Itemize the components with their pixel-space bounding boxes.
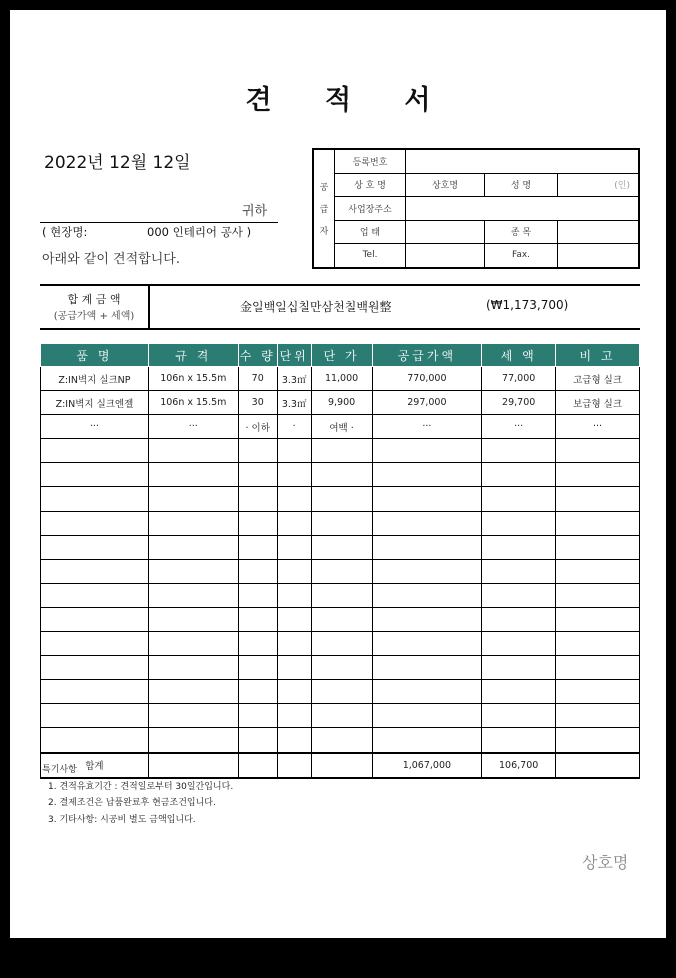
supplier-table	[312, 148, 640, 269]
table-cell[interactable]	[277, 535, 311, 559]
table-cell[interactable]	[556, 487, 640, 511]
column-header: 단 가	[311, 344, 372, 367]
business-item-label: 종 목	[485, 220, 558, 244]
greeting-text: 아래와 같이 견적합니다.	[42, 252, 180, 267]
table-cell[interactable]: ···	[372, 415, 482, 439]
table-cell[interactable]: 3.3㎡	[277, 391, 311, 415]
table-cell[interactable]	[556, 704, 640, 728]
table-cell	[277, 753, 311, 778]
table-cell[interactable]	[311, 728, 372, 753]
table-cell[interactable]	[148, 680, 238, 704]
table-cell[interactable]	[148, 511, 238, 535]
table-cell[interactable]	[277, 559, 311, 583]
table-cell[interactable]	[41, 487, 149, 511]
table-cell[interactable]	[311, 535, 372, 559]
table-cell[interactable]	[41, 463, 149, 487]
table-cell[interactable]	[41, 656, 149, 680]
table-cell[interactable]	[41, 728, 149, 753]
table-cell[interactable]	[238, 680, 277, 704]
empty-row	[41, 535, 640, 559]
table-cell[interactable]	[311, 583, 372, 607]
table-cell[interactable]	[372, 439, 482, 463]
table-cell[interactable]: 여백 ·	[311, 415, 372, 439]
table-cell[interactable]: 770,000	[372, 367, 482, 391]
table-cell[interactable]	[482, 463, 556, 487]
column-header: 비 고	[556, 344, 640, 367]
reg-no-value[interactable]	[406, 149, 640, 173]
table-cell[interactable]	[277, 632, 311, 656]
table-cell[interactable]	[41, 704, 149, 728]
table-cell[interactable]	[41, 535, 149, 559]
table-cell[interactable]	[372, 583, 482, 607]
fax-value[interactable]	[558, 244, 640, 268]
items-table	[40, 343, 640, 779]
column-header: 단위	[277, 344, 311, 367]
amount-in-words: 金일백일십칠만삼천칠백원整	[240, 300, 392, 314]
table-cell[interactable]	[148, 487, 238, 511]
table-cell[interactable]	[277, 463, 311, 487]
table-cell[interactable]	[277, 656, 311, 680]
table-cell[interactable]	[482, 607, 556, 631]
table-cell[interactable]	[148, 728, 238, 753]
tel-value[interactable]	[406, 244, 485, 268]
table-cell[interactable]	[372, 535, 482, 559]
table-cell[interactable]: ···	[148, 415, 238, 439]
table-cell[interactable]	[41, 511, 149, 535]
table-cell[interactable]	[148, 463, 238, 487]
table-cell[interactable]	[311, 680, 372, 704]
table-cell[interactable]	[277, 487, 311, 511]
empty-row	[41, 632, 640, 656]
notes-section	[42, 762, 233, 828]
empty-row	[41, 559, 640, 583]
table-cell[interactable]	[238, 535, 277, 559]
table-cell[interactable]	[482, 535, 556, 559]
document-title: 견 적 서	[245, 85, 453, 116]
total-supply: 1,067,000	[372, 753, 482, 778]
empty-row	[41, 656, 640, 680]
table-cell[interactable]	[311, 511, 372, 535]
table-cell[interactable]	[372, 559, 482, 583]
table-cell[interactable]	[372, 487, 482, 511]
table-cell[interactable]	[372, 680, 482, 704]
table-cell[interactable]	[556, 463, 640, 487]
table-cell[interactable]	[277, 439, 311, 463]
table-cell[interactable]	[556, 632, 640, 656]
table-cell[interactable]: Z:IN벽지 실크엔젤	[41, 391, 149, 415]
column-header: 품 명	[41, 344, 149, 367]
table-cell[interactable]	[482, 680, 556, 704]
table-cell[interactable]: 3.3㎡	[277, 367, 311, 391]
table-cell[interactable]	[277, 511, 311, 535]
table-cell[interactable]	[482, 487, 556, 511]
table-cell[interactable]: 29,700	[482, 391, 556, 415]
table-cell[interactable]	[482, 511, 556, 535]
table-cell[interactable]: ···	[41, 415, 149, 439]
table-cell[interactable]	[311, 463, 372, 487]
table-cell[interactable]	[148, 583, 238, 607]
table-cell[interactable]	[148, 632, 238, 656]
column-header: 수 량	[238, 344, 277, 367]
table-cell[interactable]	[311, 607, 372, 631]
site-value: 000 인테리어 공사 )	[147, 225, 252, 239]
table-cell[interactable]	[372, 463, 482, 487]
table-cell	[238, 753, 277, 778]
table-cell[interactable]	[148, 439, 238, 463]
table-cell[interactable]: 9,900	[311, 391, 372, 415]
empty-row	[41, 728, 640, 753]
table-cell[interactable]	[482, 728, 556, 753]
table-cell[interactable]	[41, 583, 149, 607]
table-cell[interactable]	[311, 559, 372, 583]
table-cell[interactable]	[482, 559, 556, 583]
table-cell[interactable]	[311, 656, 372, 680]
company-value[interactable]: 상호명	[406, 173, 485, 197]
totals-label: 합계	[41, 753, 149, 778]
empty-row	[41, 463, 640, 487]
table-cell[interactable]: 106n x 15.5m	[148, 391, 238, 415]
table-cell[interactable]: 30	[238, 391, 277, 415]
quote-date: 2022년 12월 12일	[44, 153, 191, 173]
table-cell[interactable]: 보급형 실크	[556, 391, 640, 415]
table-cell[interactable]	[372, 728, 482, 753]
note-item: 1. 견적유효기간 : 견적일로부터 30일간입니다.	[48, 781, 234, 792]
total-tax: 106,700	[482, 753, 556, 778]
table-cell	[311, 753, 372, 778]
table-cell[interactable]	[556, 583, 640, 607]
empty-row	[41, 439, 640, 463]
table-cell[interactable]	[556, 607, 640, 631]
table-cell[interactable]	[277, 704, 311, 728]
table-cell[interactable]	[148, 607, 238, 631]
column-header: 공급가액	[372, 344, 482, 367]
table-cell	[556, 753, 640, 778]
table-cell[interactable]	[277, 728, 311, 753]
table-cell[interactable]	[238, 511, 277, 535]
amount-in-numbers: (₩1,173,700)	[486, 298, 569, 312]
table-cell[interactable]	[148, 559, 238, 583]
table-cell[interactable]	[238, 704, 277, 728]
table-cell[interactable]: ···	[482, 415, 556, 439]
table-cell[interactable]	[372, 656, 482, 680]
table-cell[interactable]: Z:IN벽지 실크NP	[41, 367, 149, 391]
business-type-label: 업 태	[335, 220, 406, 244]
reg-no-label: 등록번호	[335, 149, 406, 173]
table-cell[interactable]	[482, 632, 556, 656]
address-label: 사업장주소	[335, 197, 406, 221]
table-header	[41, 344, 640, 367]
notes-title: 특기사항	[42, 765, 77, 775]
table-cell[interactable]: · 이하	[238, 415, 277, 439]
table-cell[interactable]	[148, 704, 238, 728]
honorific: 귀하	[242, 204, 268, 219]
table-cell[interactable]	[372, 704, 482, 728]
table-row	[41, 415, 640, 439]
footer-company-name: 상호명	[582, 853, 629, 872]
business-type-value[interactable]	[406, 220, 485, 244]
table-cell[interactable]	[556, 511, 640, 535]
table-cell[interactable]	[311, 439, 372, 463]
table-cell[interactable]	[556, 559, 640, 583]
seal-mark: (인)	[558, 173, 640, 197]
table-cell[interactable]	[41, 439, 149, 463]
table-cell[interactable]	[372, 607, 482, 631]
table-cell[interactable]	[238, 559, 277, 583]
empty-row	[41, 607, 640, 631]
table-cell[interactable]: ···	[556, 415, 640, 439]
table-cell[interactable]	[238, 583, 277, 607]
site-name	[42, 224, 252, 240]
total-amount-label: 합 계 금 액 (공급가액 + 세액)	[40, 286, 150, 328]
table-cell[interactable]	[311, 487, 372, 511]
table-cell[interactable]	[238, 463, 277, 487]
table-cell[interactable]	[372, 511, 482, 535]
site-label: ( 현장명:	[42, 225, 88, 239]
address-value[interactable]	[406, 197, 640, 221]
table-cell[interactable]	[277, 607, 311, 631]
table-row	[41, 391, 640, 415]
fax-label: Fax.	[485, 244, 558, 268]
rep-label: 성 명	[485, 173, 558, 197]
table-cell[interactable]	[238, 728, 277, 753]
empty-row	[41, 680, 640, 704]
total-amount-box	[40, 284, 640, 330]
table-cell[interactable]	[556, 680, 640, 704]
table-cell[interactable]	[277, 680, 311, 704]
empty-row	[41, 583, 640, 607]
table-cell[interactable]: 11,000	[311, 367, 372, 391]
table-cell[interactable]	[238, 632, 277, 656]
table-cell[interactable]	[41, 607, 149, 631]
divider	[40, 222, 278, 223]
tel-label: Tel.	[335, 244, 406, 268]
column-header: 세 액	[482, 344, 556, 367]
table-cell[interactable]: 70	[238, 367, 277, 391]
table-cell[interactable]	[482, 704, 556, 728]
table-cell[interactable]	[482, 583, 556, 607]
empty-row	[41, 511, 640, 535]
table-cell[interactable]: ·	[277, 415, 311, 439]
table-cell[interactable]	[311, 704, 372, 728]
table-cell[interactable]	[238, 487, 277, 511]
table-cell[interactable]	[238, 607, 277, 631]
table-cell[interactable]	[41, 632, 149, 656]
note-item: 3. 기타사항: 시공비 별도 금액입니다.	[48, 814, 196, 825]
table-cell[interactable]	[372, 632, 482, 656]
table-cell[interactable]	[41, 680, 149, 704]
supplier-side-label: 공 급 자	[313, 149, 335, 268]
table-cell[interactable]: 77,000	[482, 367, 556, 391]
table-cell[interactable]	[148, 656, 238, 680]
table-cell[interactable]	[556, 439, 640, 463]
table-cell[interactable]	[277, 583, 311, 607]
table-cell[interactable]: 고급형 실크	[556, 367, 640, 391]
table-cell[interactable]	[556, 656, 640, 680]
table-cell[interactable]	[556, 535, 640, 559]
quotation-page	[10, 10, 666, 938]
table-cell[interactable]	[238, 439, 277, 463]
table-cell[interactable]	[482, 439, 556, 463]
note-item: 2. 결제조건은 납품완료후 현금조건입니다.	[48, 798, 216, 808]
table-cell[interactable]	[311, 632, 372, 656]
empty-row	[41, 487, 640, 511]
table-cell[interactable]	[148, 535, 238, 559]
table-cell[interactable]: 297,000	[372, 391, 482, 415]
column-header: 규 격	[148, 344, 238, 367]
empty-row	[41, 704, 640, 728]
table-cell[interactable]	[556, 728, 640, 753]
table-cell[interactable]: 106n x 15.5m	[148, 367, 238, 391]
table-cell[interactable]	[482, 656, 556, 680]
company-label: 상 호 명	[335, 173, 406, 197]
business-item-value[interactable]	[558, 220, 640, 244]
table-row	[41, 367, 640, 391]
table-cell[interactable]	[238, 656, 277, 680]
table-cell[interactable]	[41, 559, 149, 583]
